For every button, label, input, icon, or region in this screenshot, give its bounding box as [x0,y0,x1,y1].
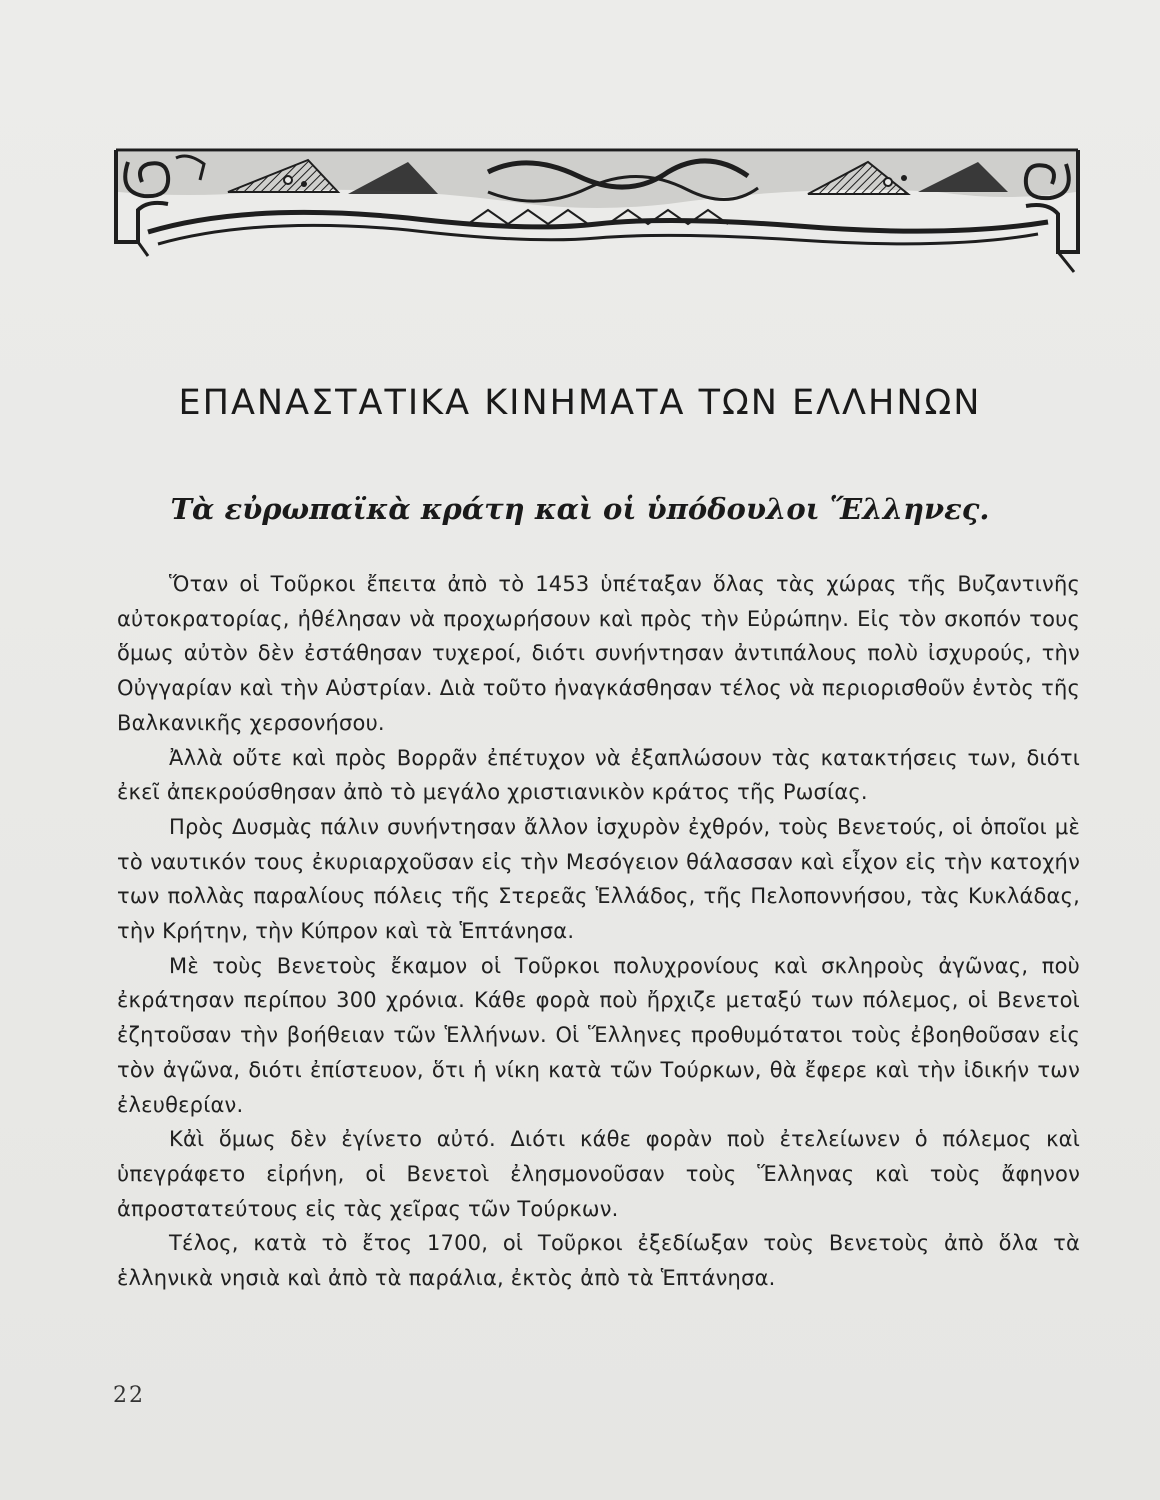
page-number: 22 [113,1383,145,1408]
paragraph: Κἀὶ ὅμως δὲν ἐγίνετο αὐτό. Διότι κάθε φορὰν ποὺ ἐτελείωνεν ὁ πόλεμος καὶ ὑπεγράφετο εἰρήνη, οἱ Βενετοὶ ἐλησμονοῦσαν τοὺς Ἕλληνας καὶ τοὺς ἄφηνον ἀπροστατεύτους εἰς τὰς χεῖρας τῶν Τούρκων. [117,1127,1080,1221]
paragraph: Τέλος, κατὰ τὸ ἔτος 1700, οἱ Τοῦρκοι ἐξεδίωξαν τοὺς Βενετοὺς ἀπὸ ὅλα τὰ ἑλληνικὰ νησιὰ καὶ ἀπὸ τὰ παράλια, ἐκτὸς ἀπὸ τὰ Ἑπτάνησα. [117,1231,1080,1291]
section-subtitle: Τὰ εὐρωπαϊκὰ κράτη καὶ οἱ ὑπόδουλοι Ἕλληνες. [170,492,990,526]
chapter-title: ΕΠΑΝΑΣΤΑΤΙΚΑ ΚΙΝΗΜΑΤΑ ΤΩΝ ΕΛΛΗΝΩΝ [178,383,982,423]
body-text [117,567,1080,1296]
paragraph: Ἀλλὰ οὔτε καὶ πρὸς Βορρᾶν ἐπέτυχον νὰ ἐξαπλώσουν τὰς κατακτήσεις των, διότι ἐκεῖ ἀπεκρούσθησαν ἀπὸ τὸ μεγάλο χριστιανικὸν κράτος τῆς Ρωσίας. [117,745,1080,805]
paragraph: Μὲ τοὺς Βενετοὺς ἔκαμον οἱ Τοῦρκοι πολυχρονίους καὶ σκληροὺς ἀγῶνας, ποὺ ἐκράτησαν περίπου 300 χρόνια. Κάθε φορὰ ποὺ ἤρχιζε μεταξύ των πόλεμος, οἱ Βενετοὶ ἐζητοῦσαν τὴν βοήθειαν τῶν Ἑλλήνων. Οἱ Ἕλληνες προθυμότατοι τοὺς ἐβοηθοῦσαν εἰς τὸν ἀγῶνα, διότι ἐπίστευον, ὅτι ἡ νίκη κατὰ τῶν Τούρκων, θὰ ἔφερε καὶ τὴν ἰδικήν των ἐλευθερίαν. [117,953,1080,1117]
decorative-header-band-icon [108,132,1086,274]
paragraph: Πρὸς Δυσμὰς πάλιν συνήντησαν ἄλλον ἰσχυρὸν ἐχθρόν, τοὺς Βενετούς, οἱ ὁποῖοι μὲ τὸ ναυτικόν τους ἐκυριαρχοῦσαν εἰς τὴν Μεσόγειον θάλασσαν καὶ εἶχον εἰς τὴν κατοχήν των πολλὰς παραλίους πόλεις τῆς Στερεᾶς Ἑλλάδος, τῆς Πελοποννήσου, τὰς Κυκλάδας, τὴν Κρήτην, τὴν Κύπρον καὶ τὰ Ἑπτάνησα. [117,814,1080,944]
paragraph: Ὅταν οἱ Τοῦρκοι ἔπειτα ἀπὸ τὸ 1453 ὑπέταξαν ὅλας τὰς χώρας τῆς Βυζαντινῆς αὐτοκρατορίας, ἠθέλησαν νὰ προχωρήσουν καὶ πρὸς τὴν Εὐρώπην. Εἰς τὸν σκοπόν τους ὅμως αὐτὸν δὲν ἐστάθησαν τυχεροί, διότι συνήντησαν ἀντιπάλους πολὺ ἰσχυρούς, τὴν Οὐγγαρίαν καὶ τὴν Αὐστρίαν. Διὰ τοῦτο ἠναγκάσθησαν τέλος νὰ περιορισθοῦν ἐντὸς τῆς Βαλκανικῆς χερσονήσου. [117,572,1080,735]
